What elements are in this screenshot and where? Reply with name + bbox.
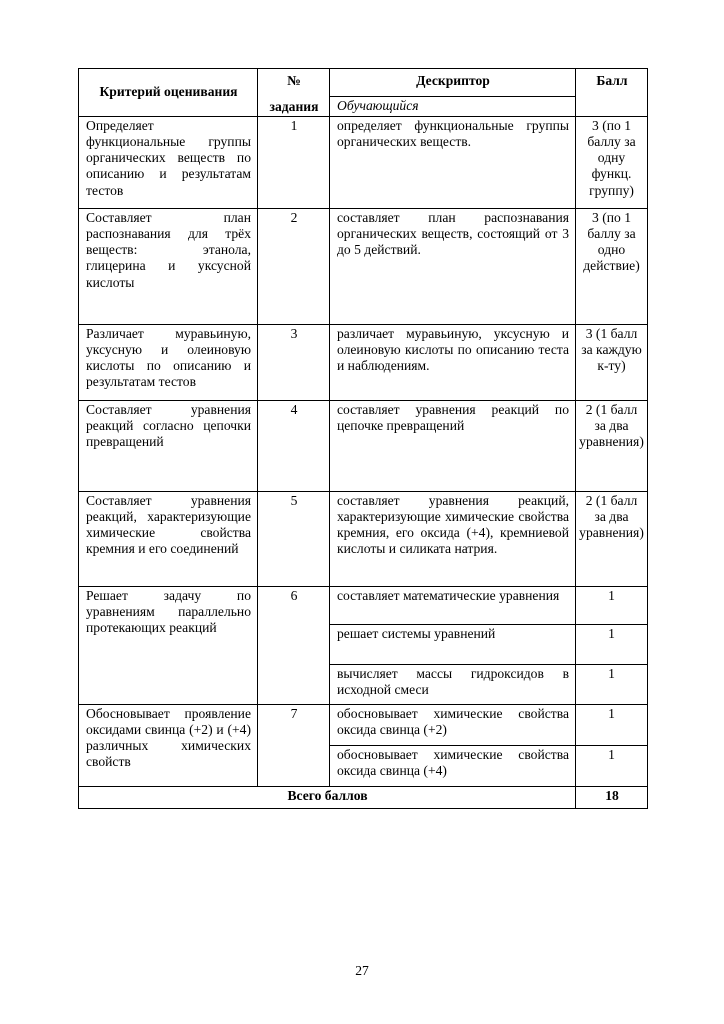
header-criterion: Критерий оценивания (79, 69, 258, 117)
descriptor-cell: составляет уравнения реакций по цепочке превращений (330, 400, 576, 491)
descriptor-cell: обосновывает химические свойства оксида свинца (+2) (330, 704, 576, 745)
descriptor-cell: составляет математические уравнения (330, 586, 576, 624)
table-row (79, 208, 648, 324)
assessment-table (78, 68, 648, 809)
criterion-cell: Обосновывает проявление оксидами свинца (+2) и (+4) различных химических свойств (79, 704, 258, 786)
table-row (79, 586, 648, 624)
points-cell: 2 (1 балл за два уравнения) (576, 491, 648, 586)
table-row (79, 324, 648, 400)
header-task-no-label: задания (258, 97, 330, 117)
points-cell: 1 (576, 664, 648, 704)
total-row (79, 786, 648, 808)
points-cell: 2 (1 балл за два уравнения) (576, 400, 648, 491)
criterion-cell: Определяет функциональные группы органических веществ по описанию и результатам тестов (79, 116, 258, 208)
points-cell: 3 (по 1 баллу за одно действие) (576, 208, 648, 324)
task-number-cell: 4 (258, 400, 330, 491)
task-number-cell: 6 (258, 586, 330, 704)
header-row-1 (79, 69, 648, 97)
table-row (79, 116, 648, 208)
descriptor-cell: составляет уравнения реакций, характеризующие химические свойства кремния, его оксида (+4), кремниевой кислоты и силиката натрия. (330, 491, 576, 586)
task-number-cell: 5 (258, 491, 330, 586)
points-cell: 1 (576, 586, 648, 624)
table-row (79, 704, 648, 745)
total-value: 18 (576, 786, 648, 808)
table-row (79, 400, 648, 491)
header-task-no-symbol: № (258, 69, 330, 97)
total-label: Всего баллов (79, 786, 576, 808)
header-descriptor: Дескриптор (330, 69, 576, 97)
task-number-cell: 3 (258, 324, 330, 400)
descriptor-cell: различает муравьиную, уксусную и олеиновую кислоты по описанию теста и наблюдениям. (330, 324, 576, 400)
criterion-cell: Составляет уравнения реакций согласно цепочки превращений (79, 400, 258, 491)
table-row (79, 491, 648, 586)
criterion-cell: Составляет уравнения реакций, характеризующие химические свойства кремния и его соединений (79, 491, 258, 586)
criterion-cell: Решает задачу по уравнениям параллельно протекающих реакций (79, 586, 258, 704)
criterion-cell: Различает муравьиную, уксусную и олеиновую кислоты по описанию и результатам тестов (79, 324, 258, 400)
criterion-cell: Составляет план распознавания для трёх веществ: этанола, глицерина и уксусной кислоты (79, 208, 258, 324)
descriptor-cell: решает системы уравнений (330, 624, 576, 664)
points-cell: 1 (576, 745, 648, 786)
task-number-cell: 7 (258, 704, 330, 786)
header-points: Балл (576, 69, 648, 117)
points-cell: 1 (576, 704, 648, 745)
descriptor-cell: обосновывает химические свойства оксида свинца (+4) (330, 745, 576, 786)
points-cell: 1 (576, 624, 648, 664)
task-number-cell: 2 (258, 208, 330, 324)
descriptor-cell: составляет план распознавания органических веществ, состоящий от 3 до 5 действий. (330, 208, 576, 324)
descriptor-cell: вычисляет массы гидроксидов в исходной смеси (330, 664, 576, 704)
descriptor-cell: определяет функциональные группы органических веществ. (330, 116, 576, 208)
page-number: 27 (355, 963, 369, 978)
task-number-cell: 1 (258, 116, 330, 208)
points-cell: 3 (по 1 баллу за одну функц. группу) (576, 116, 648, 208)
header-student: Обучающийся (330, 97, 576, 117)
points-cell: 3 (1 балл за каждую к-ту) (576, 324, 648, 400)
